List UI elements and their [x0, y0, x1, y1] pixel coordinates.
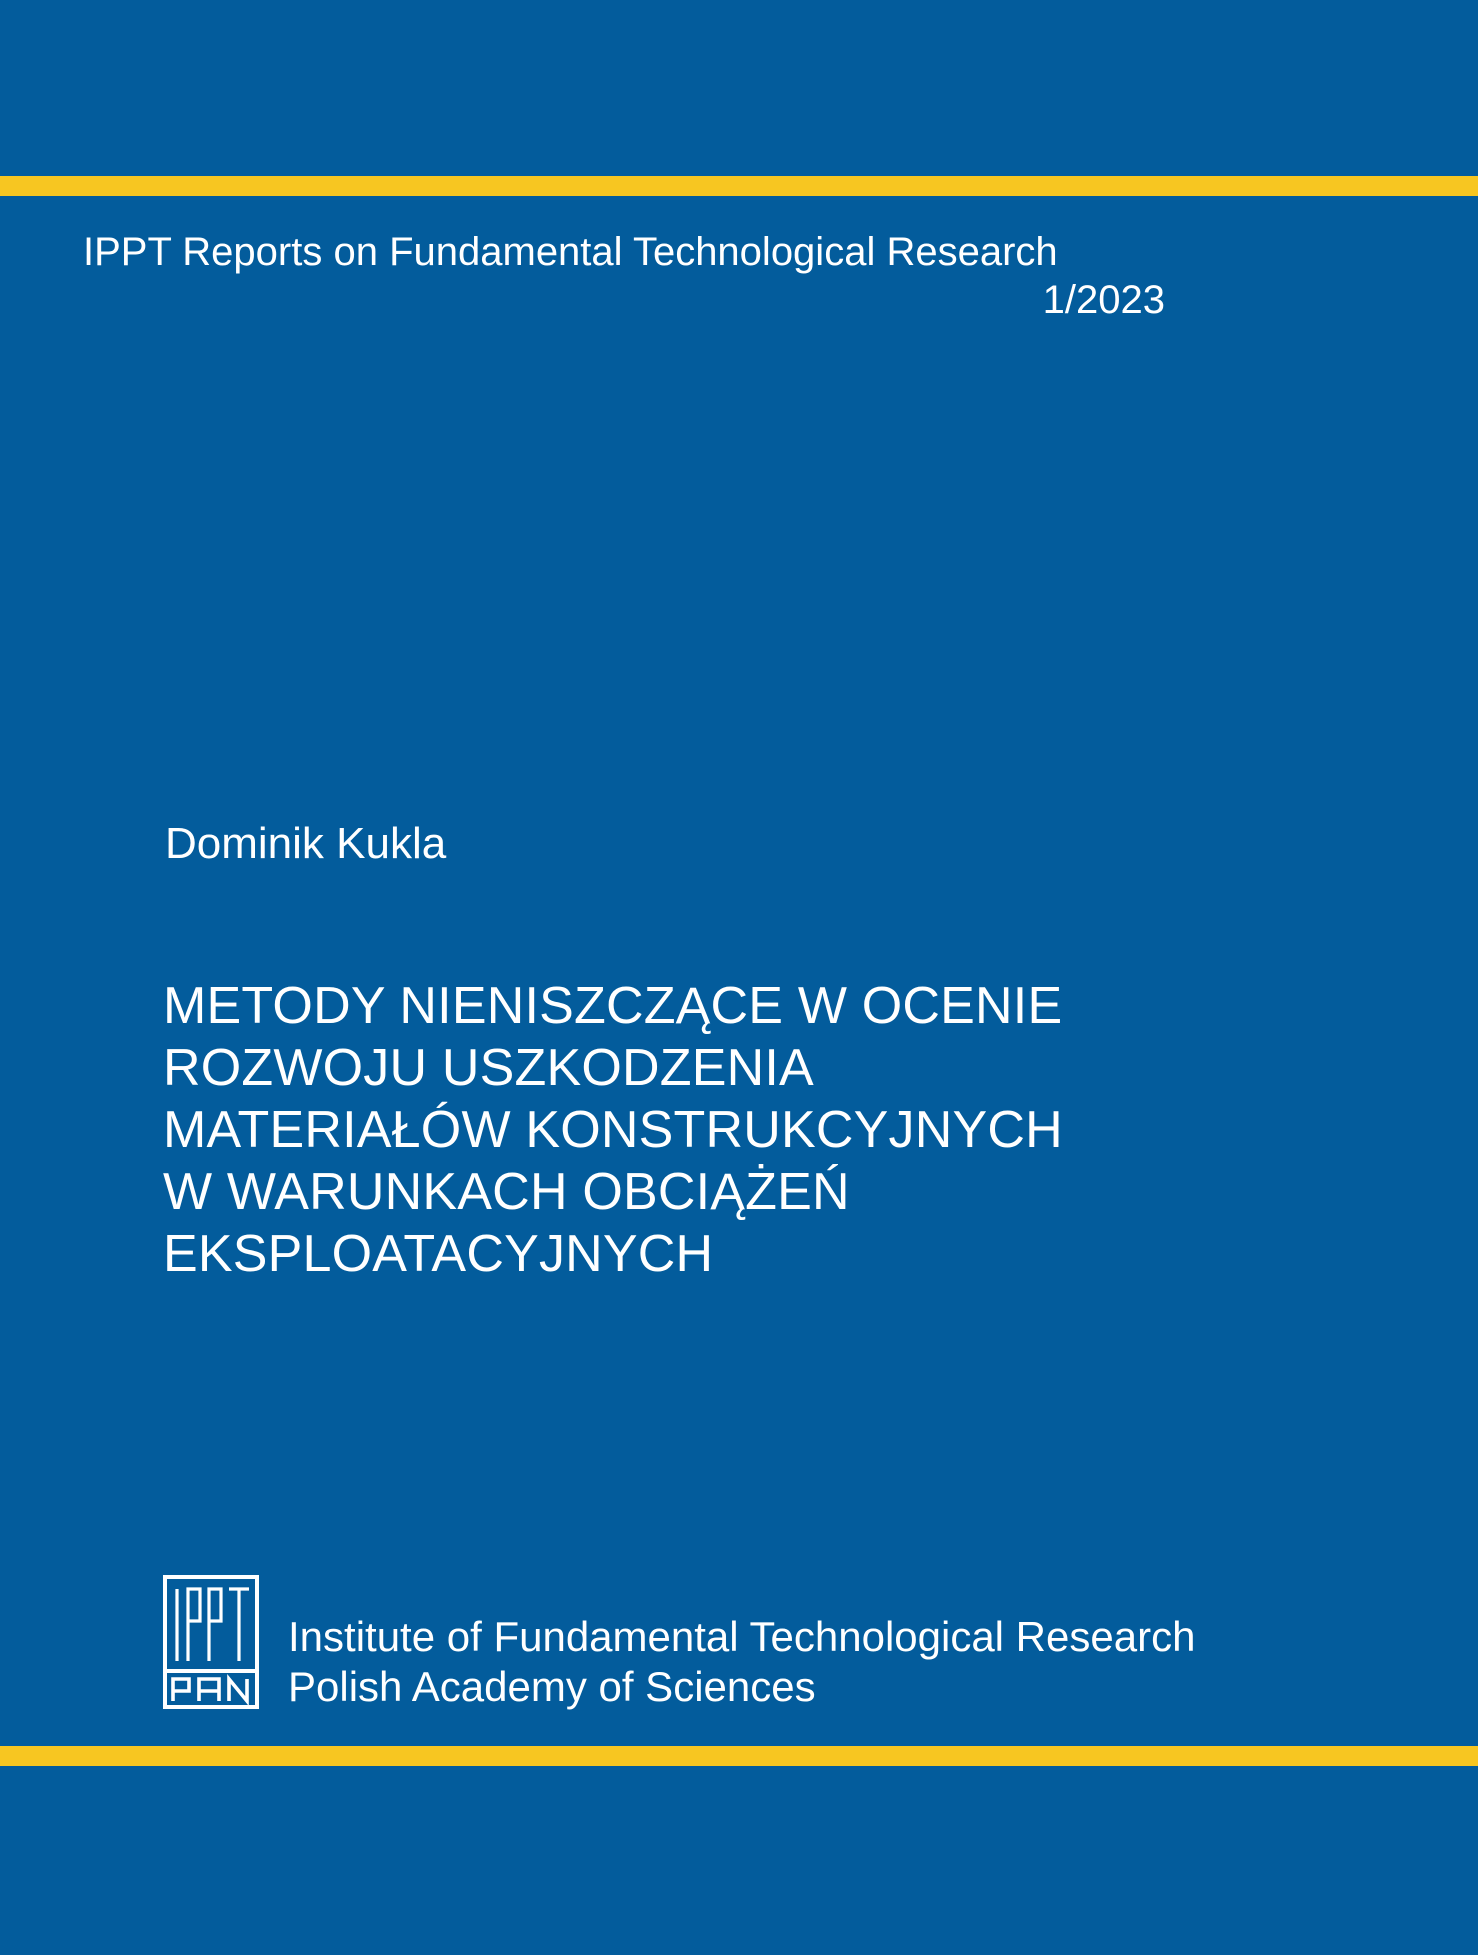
- institute-block: [288, 1612, 1195, 1712]
- top-yellow-stripe: [0, 176, 1478, 196]
- academy-name: Polish Academy of Sciences: [288, 1663, 816, 1710]
- title-line: METODY NIENISZCZĄCE W OCENIE: [163, 977, 1063, 1035]
- series-number: 1/2023: [1042, 278, 1165, 322]
- series-title: IPPT Reports on Fundamental Technological Research: [83, 230, 1058, 274]
- title-line: MATERIAŁÓW KONSTRUKCYJNYCH: [163, 1101, 1063, 1159]
- institute-name: Institute of Fundamental Technological Research: [288, 1613, 1196, 1660]
- title-line: ROZWOJU USZKODZENIA: [163, 1039, 814, 1097]
- bottom-yellow-stripe: [0, 1746, 1478, 1766]
- title-line: EKSPLOATACYJNYCH: [163, 1225, 714, 1283]
- book-title: [163, 975, 1323, 1285]
- ippt-pan-logo-icon: [163, 1575, 259, 1709]
- author-name: Dominik Kukla: [165, 819, 447, 868]
- series-block: [83, 228, 1165, 324]
- title-line: W WARUNKACH OBCIĄŻEŃ: [163, 1163, 850, 1221]
